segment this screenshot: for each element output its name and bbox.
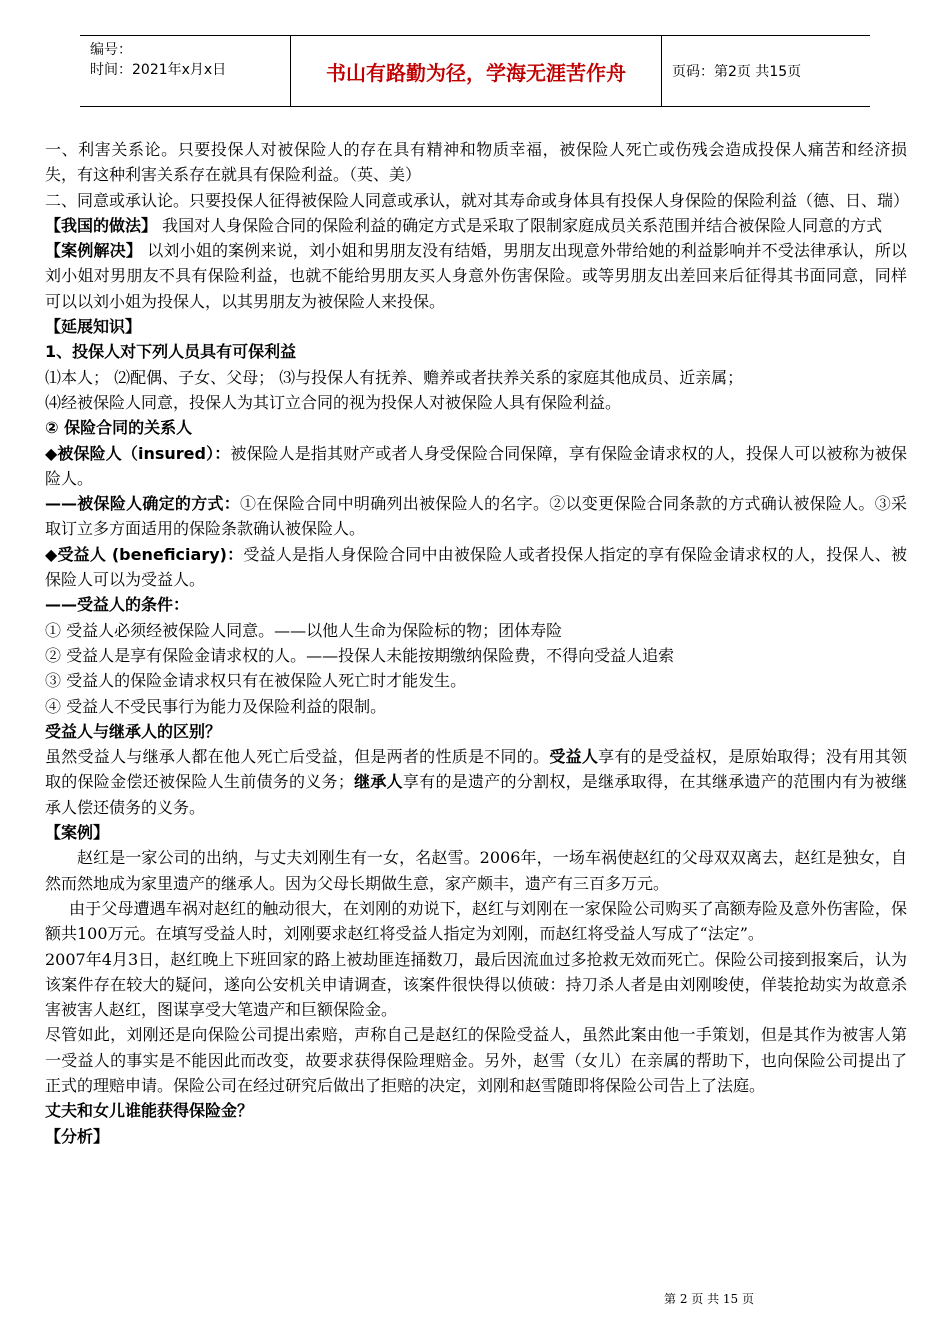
section-heading: 【案例】	[45, 823, 110, 843]
paragraph: ⑷经被保险人同意，投保人为其订立合同的视为投保人对被保险人具有保险利益。	[45, 392, 622, 412]
paragraph: 尽管如此，刘刚还是向保险公司提出索赔，声称自己是赵红的保险受益人，虽然此案由他一手策划，但是其作为被害人第一受益人的事实是不能因此而改变，故要求获得保险理赔金。另外，赵雪（女儿）在亲属的帮助下，也向保险公司提出了正式的理赔申请。保险公司在经过研究后做出了拒赔的决定，刘刚和赵雪随即将保险公司告上了法庭。	[45, 1025, 907, 1095]
paragraph: ⑴本人； ⑵配偶、子女、父母； ⑶与投保人有抚养、赡养或者扶养关系的家庭其他成员、近亲属；	[45, 367, 744, 387]
paragraph-text: 享有的是遗产的分割权，是继承取得，在其继承遗产的范围内有为被继承人偿还债务的义务。	[45, 772, 907, 817]
section-heading: 1、投保人对下列人员具有可保利益	[45, 342, 297, 362]
paragraph	[45, 491, 907, 542]
header-meta	[80, 36, 290, 106]
header-number: 编号：	[90, 42, 132, 58]
paragraph-heading: ◆被保险人（insured）：	[45, 443, 231, 463]
paragraph	[45, 238, 907, 314]
section-heading: 受益人与继承人的区别？	[45, 721, 222, 741]
paragraph-text: 虽然受益人与继承人都在他人死亡后受益，但是两者的性质是不同的。	[45, 747, 550, 767]
paragraph: 由于父母遭遇车祸对赵红的触动很大，在刘刚的劝说下，赵红与刘刚在一家保险公司购买了高额寿险及意外伤害险，保额共100万元。在填写受益人时，刘刚要求赵红将受益人指定为刘刚，而赵红将受益人写成了“法定”。	[45, 898, 907, 944]
paragraph	[45, 542, 907, 593]
list-item: ③ 受益人的保险金请求权只有在被保险人死亡时才能发生。	[45, 671, 467, 691]
header-time: 时间：2021年x月x日	[90, 62, 227, 78]
paragraph-text: 我国对人身保险合同的保险利益的确定方式是采取了限制家庭成员关系范围并结合被保险人同意的方式	[157, 215, 883, 235]
bold-term: 继承人	[353, 772, 403, 792]
bold-term: 受益人	[549, 747, 599, 767]
list-item: ② 受益人是享有保险金请求权的人。——投保人未能按期缴纳保险费，不得向受益人追索	[45, 645, 675, 665]
section-heading: ——受益人的条件：	[45, 595, 190, 615]
section-heading: ② 保险合同的关系人	[45, 418, 193, 438]
header-page: 页码：第2页 共15页	[672, 64, 802, 80]
paragraph-text: 受益人是指人身保险合同中由被保险人或者投保人指定的享有保险金请求权的人，投保人、被保险人可以为受益人。	[45, 544, 907, 590]
paragraph-heading: 【我国的做法】	[45, 215, 158, 235]
paragraph-text: 被保险人是指其财产或者人身受保险合同保障，享有保险金请求权的人，投保人可以被称为被保险人。	[45, 443, 907, 488]
document-body	[45, 137, 910, 1149]
section-heading: 丈夫和女儿谁能获得保险金？	[45, 1101, 254, 1121]
paragraph-text: ①在保险合同中明确列出被保险人的名字。②以变更保险合同条款的方式确认被保险人。③采取订立多方面适用的保险条款确认被保险人。	[45, 494, 907, 539]
paragraph: 一、利害关系论。只要投保人对被保险人的存在具有精神和物质幸福，被保险人死亡或伤残会造成投保人痛苦和经济损失，有这种利害关系存在就具有保险利益。（英、美）	[45, 140, 907, 185]
paragraph-heading: 【案例解决】	[45, 241, 143, 261]
section-heading: 【分析】	[45, 1126, 110, 1146]
paragraph	[45, 441, 907, 492]
section-heading: 【延展知识】	[45, 317, 142, 337]
paragraph-text: 享有的是受益权，是原始取得；没有用其领取的保险金偿还被保险人生前债务的义务；	[45, 747, 907, 792]
paragraph: 2007年4月3日，赵红晚上下班回家的路上被劫匪连捅数刀，最后因流血过多抢救无效而死亡。保险公司接到报案后，认为该案件存在较大的疑问，遂向公安机关申请调查，该案件很快得以侦破：持刀杀人者是由刘刚唆使，佯装抢劫实为故意杀害被害人赵红，图谋享受大笔遗产和巨额保险金。	[45, 949, 907, 1020]
paragraph	[45, 744, 907, 820]
paragraph: 二、同意或承认论。只要投保人征得被保险人同意或承认，就对其寿命或身体具有投保人身保险的保险利益（德、日、瑞）	[45, 190, 910, 210]
page-header	[80, 35, 870, 107]
header-motto: 书山有路勤为径，学海无涯苦作舟	[290, 36, 662, 106]
paragraph-text: 以刘小姐的案例来说，刘小姐和男朋友没有结婚，男朋友出现意外带给她的利益影响并不受法律承认，所以刘小姐对男朋友不具有保险利益，也就不能给男朋友买人身意外伤害保险。或等男朋友出差回来后征得其书面同意，同样可以以刘小姐为投保人，以其男朋友为被保险人来投保。	[45, 241, 907, 311]
page-footer: 第 2 页 共 15 页	[664, 1292, 754, 1306]
list-item: ① 受益人必须经被保险人同意。——以他人生命为保险标的物；团体寿险	[45, 620, 563, 640]
paragraph-heading: ——被保险人确定的方式：	[45, 494, 241, 514]
paragraph	[45, 213, 907, 238]
paragraph: 赵红是一家公司的出纳，与丈夫刘刚生有一女，名赵雪。2006年，一场车祸使赵红的父母双双离去，赵红是独女，自然而然地成为家里遗产的继承人。因为父母长期做生意，家产颇丰，遗产有三百多万元。	[45, 848, 907, 893]
list-item: ④ 受益人不受民事行为能力及保险利益的限制。	[45, 696, 387, 716]
paragraph-heading: ◆受益人 (beneficiary)：	[45, 544, 244, 564]
